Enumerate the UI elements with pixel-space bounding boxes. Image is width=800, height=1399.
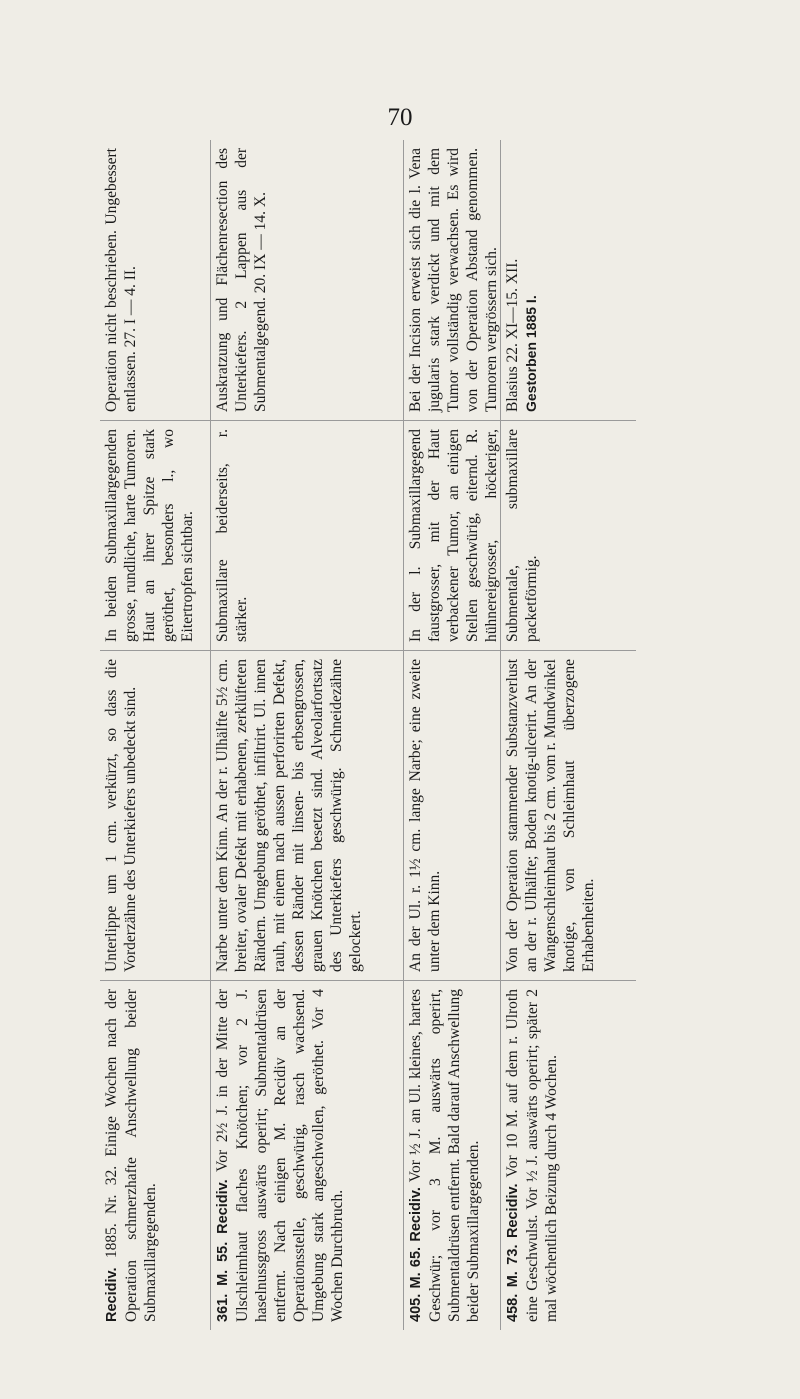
table-row (211, 140, 404, 1330)
table-row (404, 140, 501, 1330)
outcome-text: Auskratzung und Flächenresection des Unterkiefers. 2 Lappen aus der Submentalgegend. 20. IX — 14. X. (214, 148, 269, 412)
table-row (100, 140, 211, 1330)
lip-findings-text: Narbe unter dem Kinn. An der r. Ulhälfte 5½ cm. breiter, ovaler Defekt mit erhabenen, zerklüfteten Rändern. Umgebung geröthet, infiltrirt. Ul. innen rauh, mit einem nach aussen perforirten Defekt, dessen Ränder mit linsen- bis erbsengrossen, grauen Knötchen besetzt sind. Alveolarfortsatz des Unterkiefers geschwürig. Schneidezähne gelockert. (214, 659, 364, 972)
gland-findings-text: In der l. Submaxillargegend faustgrosser, mit der Haut verbackener Tumor, an einigen Stellen geschwürig, eiternd. R. hühnereigrosser, höckeriger, (407, 429, 500, 642)
case-heading: 458. M. 73. Recidiv. (505, 1183, 521, 1322)
page-number: 70 (387, 104, 413, 131)
gland-findings-cell (501, 420, 636, 650)
outcome-death-note: Gestorben 1885 I. (523, 295, 539, 412)
case-history-cell (404, 980, 500, 1330)
outcome-cell (404, 140, 500, 420)
case-history-cell (100, 980, 210, 1330)
lip-findings-cell (211, 650, 403, 980)
case-history-text: Vor 2½ J. in der Mitte der Ulschleimhaut flaches Knötchen; vor 2 J. haselnussgross auswärts operirt; Submentaldrüsen entfernt. Nach einigen M. Recidiv an der Operationsstelle, geschwürig, rasch wachsend. Umgebung stark angeschwollen, geröthet. Vor 4 Wochen Durchbruch. (214, 989, 346, 1322)
gland-findings-cell (211, 420, 403, 650)
outcome-text: Bei der Incision erweist sich die l. Vena jugularis stark verdickt und mit dem Tumor vollständig verwachsen. Es wird von der Operation Abstand genommen. Tumoren vergrössern sich. (407, 148, 500, 412)
case-history-cell (501, 980, 636, 1330)
outcome-cell (211, 140, 403, 420)
lip-findings-cell (404, 650, 500, 980)
case-history-text: Vor ½ J. an Ul. kleines, hartes Geschwür; vor 3 M. auswärts operirt, Submentaldrüsen entfernt. Bald darauf Anschwellung beider Submaxillargegenden. (407, 989, 482, 1322)
table-row (501, 140, 636, 1330)
outcome-text: Blasius 22. XI—15. XII. (504, 258, 521, 412)
gland-findings-text: Submaxillare beiderseits, r. stärker. (214, 429, 250, 642)
case-history-text: Vor 10 M. auf dem r. Ulroth eine Geschwulst. Vor ½ J. auswärts operirt; später 2 mal wöchentlich Beizung durch 4 Wochen. (504, 989, 560, 1322)
lip-findings-text: An der Ul. r. 1½ cm. lange Narbe; eine zweite unter dem Kinn. (407, 659, 443, 972)
outcome-cell (501, 140, 636, 420)
gland-findings-cell (100, 420, 210, 650)
lip-findings-text: Unterlippe um 1 cm. verkürzt, so dass die Vorderzähne des Unterkiefers unbedeckt sind. (103, 659, 139, 972)
gland-findings-text: Submentale, submaxillare packetförmig. (504, 429, 540, 642)
lip-findings-text: Von der Operation stammender Substanzverlust an der r. Ulhälfte; Boden knotig-ulcerirt. An der Wangenschleimhaut bis 2 cm. vom r. Mundwinkel knotige, von Schleimhaut überzogene Erhabenheiten. (504, 659, 597, 972)
gland-findings-cell (404, 420, 500, 650)
case-history-text: 1885. Nr. 32. Einige Wochen nach der Operation schmerzhafte Anschwellung beider Submaxillargegenden. (103, 988, 159, 1322)
gland-findings-text: In beiden Submaxillargegenden grosse, rundliche, harte Tumoren. Haut an ihrer Spitze stark geröthet, besonders l., wo Eitertropfen sichtbar. (103, 429, 196, 642)
outcome-cell (100, 140, 210, 420)
lip-findings-cell (501, 650, 636, 980)
case-heading: 361. M. 55. Recidiv. (215, 1179, 231, 1322)
case-heading: Recidiv. (104, 1267, 120, 1322)
lip-findings-cell (100, 650, 210, 980)
case-history-cell (211, 980, 403, 1330)
rotated-table (100, 140, 720, 1330)
outcome-text: Operation nicht beschrieben. Ungebessert entlassen. 27. I — 4. II. (103, 148, 139, 412)
case-heading: 405. M. 65. Recidiv. (408, 1187, 424, 1322)
